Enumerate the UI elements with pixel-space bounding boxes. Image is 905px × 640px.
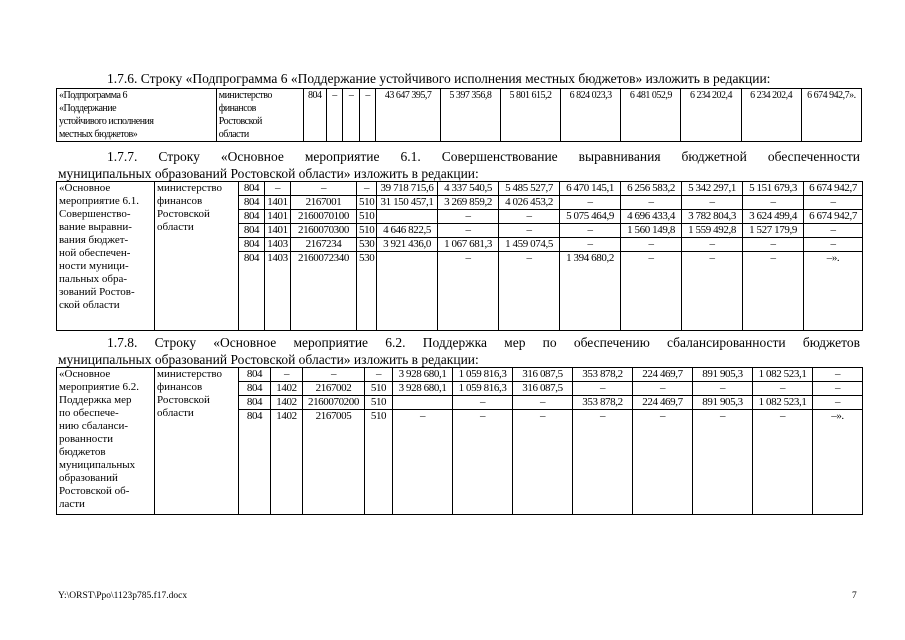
table-cell: – — [499, 224, 560, 238]
table-1-7-7 — [56, 181, 863, 331]
row-name-line: Совершенство- — [59, 208, 131, 220]
table-cell: – — [682, 196, 743, 210]
table-cell: – — [633, 382, 693, 396]
table-row — [57, 89, 862, 142]
table-cell: 530 — [357, 252, 377, 331]
table-cell: 3 928 680,1 — [393, 368, 453, 382]
table-cell: 316 087,5 — [513, 382, 573, 396]
table-cell: 3 269 859,2 — [438, 196, 499, 210]
table-cell: 1 559 492,8 — [682, 224, 743, 238]
row-name-line: рованности — [59, 433, 114, 445]
table-cell: 6 234 202,4 — [741, 89, 801, 142]
table-cell: – — [621, 252, 682, 331]
row-name-line: ности муници- — [59, 260, 129, 272]
table-row — [57, 368, 863, 382]
table-cell: – — [271, 368, 303, 382]
table-cell: – — [453, 410, 513, 515]
table-cell: 510 — [357, 224, 377, 238]
table-cell: 5 801 615,2 — [500, 89, 560, 142]
row-name-line: ской области — [59, 299, 120, 311]
table-cell: 5 397 356,8 — [440, 89, 500, 142]
table-cell: 353 878,2 — [573, 368, 633, 382]
table-cell: 5 151 679,3 — [743, 182, 804, 196]
table-cell: – — [573, 382, 633, 396]
table-cell: 6 824 023,3 — [561, 89, 621, 142]
table-cell: – — [693, 382, 753, 396]
table-cell: 1 459 074,5 — [499, 238, 560, 252]
table-cell: 804 — [303, 89, 326, 142]
table-cell: – — [804, 238, 863, 252]
row-name-line: зований Ростов- — [59, 286, 135, 298]
row-name-line: пальных обра- — [59, 273, 128, 285]
executor-line: области — [157, 221, 194, 233]
table-cell: 804 — [239, 410, 271, 515]
table-cell: 891 905,3 — [693, 368, 753, 382]
table-cell: 2167234 — [291, 238, 357, 252]
table-cell: – — [560, 238, 621, 252]
executor-line: финансов — [157, 195, 203, 207]
table-cell: 891 905,3 — [693, 396, 753, 410]
table-cell: 2160070300 — [291, 224, 357, 238]
table-cell: 804 — [239, 238, 265, 252]
executor-cell — [155, 368, 239, 515]
executor-line: финансов — [157, 381, 203, 393]
table-cell: – — [743, 196, 804, 210]
table-cell: 4 646 822,5 — [377, 224, 438, 238]
table-cell: 5 485 527,7 — [499, 182, 560, 196]
row-name-line: «Поддержание — [59, 103, 117, 114]
table-cell: 2160072340 — [291, 252, 357, 331]
table-cell: 1 059 816,3 — [453, 382, 513, 396]
table-cell: 4 026 453,2 — [499, 196, 560, 210]
table-cell: 39 718 715,6 — [377, 182, 438, 196]
table-cell: 2160070100 — [291, 210, 357, 224]
executor-line: финансов — [218, 103, 256, 114]
table-cell: 1 082 523,1 — [753, 368, 813, 382]
table-cell: – — [438, 252, 499, 331]
table-cell: – — [438, 210, 499, 224]
executor-line: министерство — [218, 90, 272, 101]
table-cell: 4 337 540,5 — [438, 182, 499, 196]
table-cell: – — [813, 368, 863, 382]
table-cell: 2160070200 — [303, 396, 365, 410]
row-name-line: «Основное — [59, 182, 111, 194]
table-cell: 1 059 816,3 — [453, 368, 513, 382]
row-name-line: местных бюджетов» — [59, 129, 138, 140]
table-cell: 1402 — [271, 382, 303, 396]
table-cell: 2167001 — [291, 196, 357, 210]
table-cell: – — [633, 410, 693, 515]
table-cell: 1 560 149,8 — [621, 224, 682, 238]
table-cell: 804 — [239, 396, 271, 410]
row-name-line: Поддержка мер — [59, 394, 132, 406]
table-cell: 510 — [365, 396, 393, 410]
table-cell: 1402 — [271, 410, 303, 515]
executor-line: Ростовской — [157, 394, 210, 406]
table-cell: 804 — [239, 182, 265, 196]
row-name-line: устойчивого исполнения — [59, 116, 154, 127]
table-cell: 5 342 297,1 — [682, 182, 743, 196]
table-cell: 804 — [239, 224, 265, 238]
table-cell: – — [291, 182, 357, 196]
table-cell: 6 674 942,7». — [801, 89, 861, 142]
table-cell: – — [682, 252, 743, 331]
table-cell: 5 075 464,9 — [560, 210, 621, 224]
table-cell: 804 — [239, 196, 265, 210]
table-cell: 1 394 680,2 — [560, 252, 621, 331]
executor-line: области — [157, 407, 194, 419]
table-cell: – — [743, 238, 804, 252]
section-1-7-6-heading: 1.7.6. Строку «Подпрограмма 6 «Поддержание устойчивого исполнения местных бюджетов» изложить в редакции: — [107, 71, 771, 86]
row-name-cell — [57, 182, 155, 331]
table-cell: – — [365, 368, 393, 382]
table-cell: 510 — [357, 196, 377, 210]
table-cell: – — [326, 89, 343, 142]
table-cell: – — [621, 196, 682, 210]
table-cell: – — [499, 252, 560, 331]
table-cell: – — [393, 410, 453, 515]
table-cell: –». — [813, 410, 863, 515]
table-cell: – — [513, 410, 573, 515]
table-cell: 6 674 942,7 — [804, 210, 863, 224]
table-cell: – — [804, 224, 863, 238]
page-number: 7 — [852, 591, 857, 601]
executor-line: министерство — [157, 182, 223, 194]
table-cell: 1401 — [265, 224, 291, 238]
table-cell: 1 067 681,3 — [438, 238, 499, 252]
table-cell: – — [560, 224, 621, 238]
table-cell: 1 082 523,1 — [753, 396, 813, 410]
table-cell: 804 — [239, 252, 265, 331]
table-cell: –». — [804, 252, 863, 331]
table-cell: 224 469,7 — [633, 396, 693, 410]
row-name-line: ной обеспечен- — [59, 247, 131, 259]
row-name-line: Ростовской об- — [59, 485, 130, 497]
row-name-cell — [57, 89, 217, 142]
table-cell: – — [573, 410, 633, 515]
row-name-line: мероприятие 6.2. — [59, 381, 140, 393]
table-cell: – — [513, 396, 573, 410]
table-cell — [377, 252, 438, 331]
table-cell: 3 928 680,1 — [393, 382, 453, 396]
executor-line: министерство — [157, 368, 223, 380]
section-1-7-7-heading-cont: муниципальных образований Ростовской области» изложить в редакции: — [58, 166, 479, 181]
row-name-line: нию сбаланси- — [59, 420, 129, 432]
footer-file-path: Y:\ORST\Ppo\1123p785.f17.docx — [58, 591, 188, 601]
table-cell: 804 — [239, 368, 271, 382]
table-cell: – — [357, 182, 377, 196]
table-cell: – — [804, 196, 863, 210]
row-name-line: вания бюджет- — [59, 234, 129, 246]
executor-cell — [155, 182, 239, 331]
row-name-line: бюджетов — [59, 446, 106, 458]
table-cell: – — [265, 182, 291, 196]
table-cell: 1402 — [271, 396, 303, 410]
table-cell: 316 087,5 — [513, 368, 573, 382]
table-cell: – — [303, 368, 365, 382]
table-cell: 4 696 433,4 — [621, 210, 682, 224]
executor-cell — [216, 89, 303, 142]
table-cell: 3 624 499,4 — [743, 210, 804, 224]
table-cell: – — [743, 252, 804, 331]
row-name-line: «Подпрограмма 6 — [59, 90, 127, 101]
row-name-line: муниципальных — [59, 459, 136, 471]
row-name-cell — [57, 368, 155, 515]
table-cell: – — [453, 396, 513, 410]
table-cell: 2167002 — [303, 382, 365, 396]
row-name-line: мероприятие 6.1. — [59, 195, 140, 207]
table-cell: – — [753, 410, 813, 515]
table-cell: 1401 — [265, 210, 291, 224]
table-cell: 224 469,7 — [633, 368, 693, 382]
table-cell: – — [621, 238, 682, 252]
table-cell: 804 — [239, 382, 271, 396]
table-cell: – — [359, 89, 376, 142]
table-cell: – — [693, 410, 753, 515]
row-name-line: образований — [59, 472, 118, 484]
section-1-7-7-heading: 1.7.7. Строку «Основное мероприятие 6.1. Совершенствование выравнивания бюджетной обеспеченности — [107, 149, 860, 164]
table-cell — [377, 210, 438, 224]
table-cell: – — [813, 396, 863, 410]
table-1-7-6 — [56, 88, 862, 142]
table-cell: 3 782 804,3 — [682, 210, 743, 224]
table-cell: – — [813, 382, 863, 396]
table-row — [57, 182, 863, 196]
table-cell: 6 234 202,4 — [681, 89, 741, 142]
table-cell: 2167005 — [303, 410, 365, 515]
row-name-line: вание выравни- — [59, 221, 132, 233]
table-cell: 6 674 942,7 — [804, 182, 863, 196]
executor-line: Ростовской — [218, 116, 262, 127]
table-cell: 510 — [365, 382, 393, 396]
table-cell: – — [753, 382, 813, 396]
table-cell: 43 647 395,7 — [376, 89, 440, 142]
executor-line: Ростовской — [157, 208, 210, 220]
table-cell: 353 878,2 — [573, 396, 633, 410]
table-cell: 6 481 052,9 — [621, 89, 681, 142]
table-cell — [393, 396, 453, 410]
table-cell: – — [343, 89, 360, 142]
table-cell: – — [682, 238, 743, 252]
row-name-line: по обеспече- — [59, 407, 119, 419]
executor-line: области — [218, 129, 249, 140]
table-cell: 1403 — [265, 238, 291, 252]
table-cell: 31 150 457,1 — [377, 196, 438, 210]
table-cell: 510 — [365, 410, 393, 515]
table-cell: 1401 — [265, 196, 291, 210]
table-cell: – — [499, 210, 560, 224]
section-1-7-8-heading: 1.7.8. Строку «Основное мероприятие 6.2. Поддержка мер по обеспечению сбалансированности бюджетов — [107, 335, 860, 350]
table-cell: – — [438, 224, 499, 238]
row-name-line: ласти — [59, 498, 85, 510]
row-name-line: «Основное — [59, 368, 111, 380]
table-cell: 510 — [357, 210, 377, 224]
section-1-7-8-heading-cont: муниципальных образований Ростовской области» изложить в редакции: — [58, 352, 479, 367]
table-cell: 1403 — [265, 252, 291, 331]
table-cell: 6 470 145,1 — [560, 182, 621, 196]
table-cell: 804 — [239, 210, 265, 224]
table-cell: – — [560, 196, 621, 210]
table-cell: 3 921 436,0 — [377, 238, 438, 252]
table-cell: 1 527 179,9 — [743, 224, 804, 238]
table-1-7-8 — [56, 367, 863, 515]
table-cell: 6 256 583,2 — [621, 182, 682, 196]
table-cell: 530 — [357, 238, 377, 252]
